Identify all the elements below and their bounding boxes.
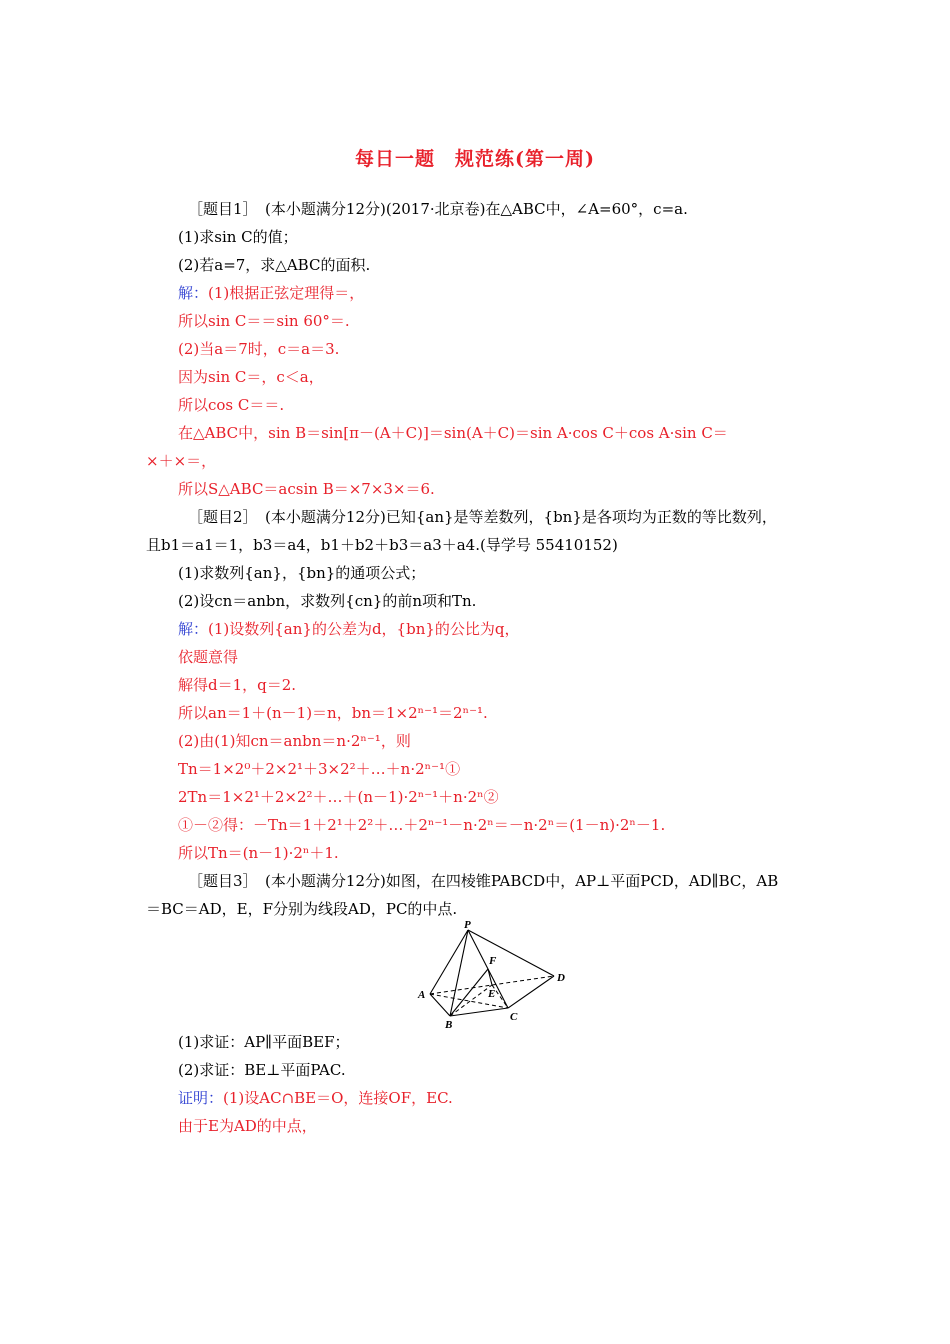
problem-3-solution-line: 证明：(1)设AC∩BE＝O，连接OF，EC. [178, 1089, 453, 1107]
label-a: A [418, 989, 426, 1001]
problem-3-solution-line: 由于E为AD的中点， [178, 1117, 317, 1135]
label-d: D [557, 972, 565, 984]
problem-1-solution-line: (2)当a＝7时，c＝a＝3. [178, 340, 340, 358]
edge-cd [508, 976, 554, 1008]
problem-2-solution-line: 解得d＝1，q＝2. [178, 676, 297, 694]
proof-label: 证明： [178, 1089, 224, 1107]
problem-1-statement: ［题目1］ (本小题满分12分)(2017·北京卷)在△ABC中，∠A=60°，c=a. [188, 200, 688, 218]
solution-label: 解： [178, 284, 209, 302]
problem-2-solution-line: 依题意得 [178, 648, 239, 666]
problem-3-statement: ［题目3］ (本小题满分12分)如图，在四棱锥PABCD中，AP⊥平面PCD，AD∥BC，AB [188, 872, 779, 890]
problem-1-solution-line: 所以sin C＝＝sin 60°＝. [178, 312, 350, 330]
problem-2-statement: ［题目2］ (本小题满分12分)已知{an}是等差数列，{bn}是各项均为正数的等比数列， [188, 508, 777, 526]
problem-1-part-2: (2)若a=7，求△ABC的面积. [178, 256, 371, 274]
problem-2-statement-cont: 且b1＝a1＝1，b3＝a4，b1＋b2＋b3＝a3＋a4.(导学号 55410152) [146, 536, 618, 554]
page-title: 每日一题 规范练(第一周) [355, 148, 595, 170]
segment-bf [450, 969, 488, 1016]
problem-2-part-2: (2)设cn＝anbn，求数列{cn}的前n项和Tn. [178, 592, 477, 610]
problem-2-solution-line: 所以Tn＝(n－1)·2ⁿ＋1. [178, 844, 339, 862]
problem-2-solution-line: Tn＝1×2⁰＋2×2¹＋3×2²＋…＋n·2ⁿ⁻¹① [178, 760, 461, 778]
problem-2-solution-line: 2Tn＝1×2¹＋2×2²＋…＋(n－1)·2ⁿ⁻¹＋n·2ⁿ② [178, 788, 499, 806]
problem-1-solution-line: 在△ABC中，sin B＝sin[π－(A＋C)]＝sin(A＋C)＝sin A·cos C＋cos A·sin C＝ [178, 424, 728, 442]
edge-pb [450, 930, 468, 1016]
problem-3-part-1: (1)求证：AP∥平面BEF； [178, 1033, 350, 1051]
problem-1-solution-line: ×＋×＝， [146, 452, 217, 470]
label-p: P [464, 919, 471, 931]
solution-label: 解： [178, 620, 209, 638]
problem-2-solution-line: 所以an＝1＋(n－1)＝n，bn＝1×2ⁿ⁻¹＝2ⁿ⁻¹. [178, 704, 488, 722]
problem-2-solution-line: (2)由(1)知cn＝anbn＝n·2ⁿ⁻¹，则 [178, 732, 411, 750]
problem-2-solution-line: ①－②得：－Tn＝1＋2¹＋2²＋…＋2ⁿ⁻¹－n·2ⁿ＝－n·2ⁿ＝(1－n)·2ⁿ－1. [178, 816, 666, 834]
edge-pa [430, 930, 468, 994]
edge-bc [450, 1008, 508, 1016]
label-b: B [445, 1019, 453, 1030]
problem-1-solution-line: 所以cos C＝＝. [178, 396, 285, 414]
label-c: C [510, 1011, 518, 1023]
problem-1-solution-line: 因为sin C＝，c＜a， [178, 368, 324, 386]
problem-3-statement-cont: ＝BC＝AD，E，F分别为线段AD，PC的中点. [146, 900, 458, 918]
edge-pd [468, 930, 554, 976]
label-e: E [488, 988, 496, 1000]
problem-1-part-1: (1)求sin C的值； [178, 228, 298, 246]
label-f: F [489, 955, 497, 967]
diagonal-ac-hidden [430, 994, 508, 1008]
problem-1-solution-line: 解：(1)根据正弦定理得＝， [178, 284, 365, 302]
problem-2-solution-line: 解：(1)设数列{an}的公差为d，{bn}的公比为q， [178, 620, 520, 638]
problem-3-part-2: (2)求证：BE⊥平面PAC. [178, 1061, 346, 1079]
problem-2-part-1: (1)求数列{an}，{bn}的通项公式； [178, 564, 426, 582]
pyramid-diagram [410, 918, 580, 1030]
problem-1-solution-line: 所以S△ABC＝acsin B＝×7×3×＝6. [178, 480, 435, 498]
segment-fe [488, 969, 492, 985]
